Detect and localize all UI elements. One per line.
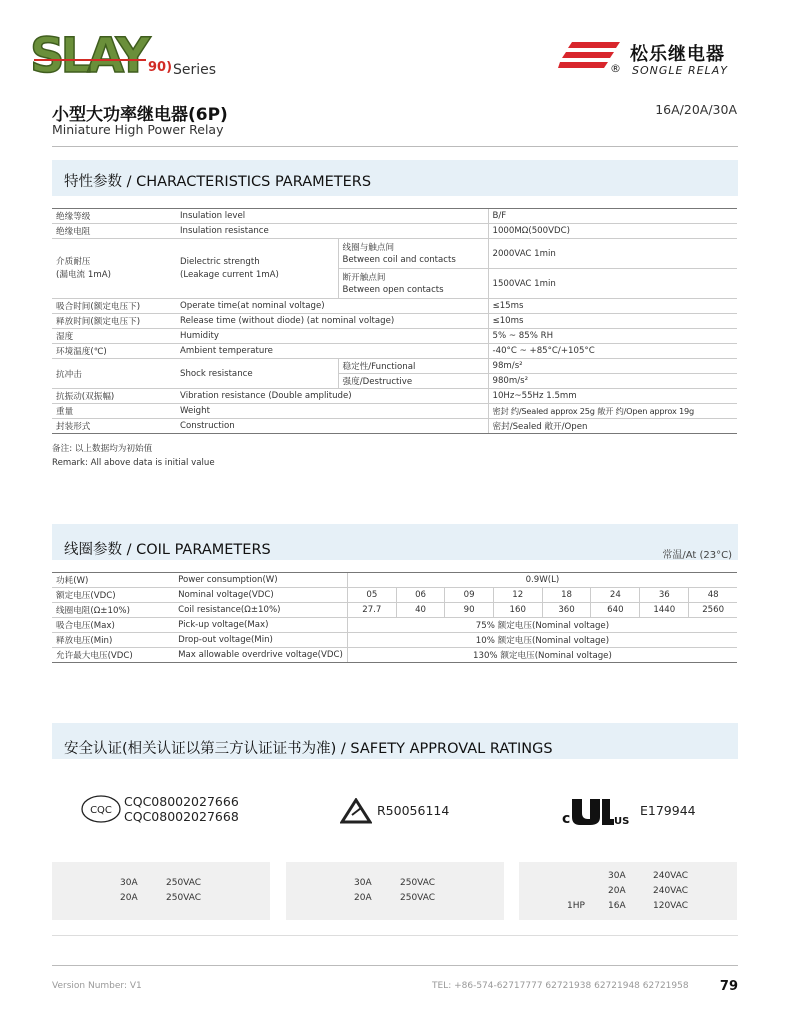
characteristics-table: [52, 208, 737, 434]
tuv-number: R50056114: [377, 803, 450, 818]
page-number: 79: [719, 979, 738, 994]
rating-current: 16A: [608, 901, 626, 911]
row-label-cn: 绝缘等级: [52, 209, 176, 224]
row-value: 5% ~ 85% RH: [488, 329, 737, 344]
table-row: [52, 404, 737, 419]
maker-name-en: SONGLE RELAY: [632, 64, 728, 77]
rating-current: 30A: [608, 871, 626, 881]
row-label-en: Pick-up voltage(Max): [174, 618, 347, 633]
safety-section-header: [52, 723, 738, 759]
version-number: Version Number: V1: [52, 981, 142, 991]
dielectric-sub2-en: Between open contacts: [342, 284, 444, 295]
product-title-cn: 小型大功率继电器(6P): [52, 105, 228, 125]
nominal-voltage-cell: 36: [640, 588, 689, 603]
ul-number: E179944: [640, 803, 696, 818]
remark-en: Remark: All above data is initial value: [52, 458, 215, 468]
row-value: -40°C ~ +85°C/+105°C: [488, 344, 737, 359]
dielectric-cn-line1: 介质耐压: [56, 256, 91, 267]
shock-sub1-value: 98m/s²: [488, 359, 737, 374]
table-row: [52, 344, 737, 359]
dielectric-label-en: [176, 239, 338, 299]
product-title-en: Miniature High Power Relay: [52, 122, 224, 137]
maker-name-cn: 松乐继电器: [630, 44, 725, 65]
row-label-en: Max allowable overdrive voltage(VDC): [174, 648, 347, 663]
row-label-en: Vibration resistance (Double amplitude): [176, 389, 488, 404]
rating-horsepower: 1HP: [567, 901, 585, 911]
tuv-ratings-box: [286, 862, 504, 920]
shock-label-en: Shock resistance: [176, 359, 338, 389]
row-value: ≤10ms: [488, 314, 737, 329]
nominal-voltage-cell: 12: [493, 588, 542, 603]
cqc-ratings-box: [52, 862, 270, 920]
rating-voltage: 250VAC: [166, 893, 202, 903]
coil-resistance-cell: 640: [591, 603, 640, 618]
overdrive-value: 130% 额定电压(Nominal voltage): [347, 648, 737, 663]
row-label-en: Power consumption(W): [174, 573, 347, 588]
row-value: 1000MΩ(500VDC): [488, 224, 737, 239]
row-value: B/F: [488, 209, 737, 224]
registered-mark: ®: [610, 62, 621, 75]
dielectric-en-line1: Dielectric strength: [180, 256, 260, 267]
row-label-en: Ambient temperature: [176, 344, 488, 359]
pickup-value: 75% 额定电压(Nominal voltage): [347, 618, 737, 633]
shock-sub2-label: 强度/Destructive: [338, 374, 488, 389]
rating-voltage: 240VAC: [653, 886, 689, 896]
row-label-cn: 释放时间(额定电压下): [52, 314, 176, 329]
slay-logo-text: SLAY: [30, 28, 147, 80]
row-label-cn: 抗振动(双振幅): [52, 389, 176, 404]
row-label-cn: 功耗(W): [52, 573, 174, 588]
rating-current: 30A: [354, 878, 372, 888]
dropout-value: 10% 额定电压(Nominal voltage): [347, 633, 737, 648]
dielectric-sub1-value: 2000VAC 1min: [488, 239, 737, 269]
row-label-cn: 线圈电阻(Ω±10%): [52, 603, 174, 618]
table-row: [52, 603, 737, 618]
coil-resistance-cell: 27.7: [347, 603, 396, 618]
row-label-en: Coil resistance(Ω±10%): [174, 603, 347, 618]
row-label-cn: 吸合时间(额定电压下): [52, 299, 176, 314]
table-row: [52, 618, 737, 633]
table-row: [52, 329, 737, 344]
dielectric-sub1-en: Between coil and contacts: [342, 254, 456, 265]
coil-resistance-cell: 40: [396, 603, 445, 618]
row-label-en: Drop-out voltage(Min): [174, 633, 347, 648]
row-label-en: Humidity: [176, 329, 488, 344]
table-row: [52, 573, 737, 588]
nominal-voltage-cell: 18: [542, 588, 591, 603]
coil-resistance-cell: 90: [445, 603, 494, 618]
dielectric-label-cn: [52, 239, 176, 299]
row-label-cn: 释放电压(Min): [52, 633, 174, 648]
coil-heading: 线圈参数 / COIL PARAMETERS: [64, 542, 271, 558]
nominal-voltage-cell: 06: [396, 588, 445, 603]
shock-sub2-value: 980m/s²: [488, 374, 737, 389]
rating-current: 20A: [608, 886, 626, 896]
coil-table: [52, 572, 737, 663]
remark: [52, 442, 215, 470]
cqc-logo-text: CQC: [90, 805, 112, 816]
remark-cn: 备注: 以上数据均为初始值: [52, 444, 153, 454]
footer-divider: [52, 965, 738, 966]
table-row: [52, 633, 737, 648]
table-row: [52, 209, 737, 224]
tuv-triangle-icon: [340, 798, 372, 824]
row-label-cn: 湿度: [52, 329, 176, 344]
nominal-voltage-cell: 48: [689, 588, 737, 603]
rating-voltage: 250VAC: [166, 878, 202, 888]
coil-temperature-note: 常温/At (23°C): [662, 550, 732, 561]
cqc-numbers: [124, 794, 239, 824]
row-label-en: Construction: [176, 419, 488, 434]
row-label-cn: 允许最大电压(VDC): [52, 648, 174, 663]
dielectric-en-line2: (Leakage current 1mA): [180, 269, 279, 280]
table-row: [52, 239, 737, 269]
ul-c-mark: c: [562, 811, 571, 827]
title-divider: [52, 146, 738, 147]
row-label-en: Insulation level: [176, 209, 488, 224]
table-row: [52, 224, 737, 239]
nominal-voltage-cell: 09: [445, 588, 494, 603]
row-label-en: Nominal voltage(VDC): [174, 588, 347, 603]
row-value: 密封 约/Sealed approx 25g 敞开 约/Open approx 19g: [488, 404, 737, 419]
row-label-cn: 重量: [52, 404, 176, 419]
table-row: [52, 648, 737, 663]
shock-sub1-label: 稳定性/Functional: [338, 359, 488, 374]
table-row: [52, 588, 737, 603]
cqc-number-2: CQC08002027668: [124, 809, 239, 824]
rating-current: 20A: [120, 893, 138, 903]
rating-voltage: 120VAC: [653, 901, 689, 911]
power-value: 0.9W(L): [347, 573, 737, 588]
row-label-cn: 环境温度(℃): [52, 344, 176, 359]
rating-voltage: 240VAC: [653, 871, 689, 881]
shock-label-cn: 抗冲击: [52, 359, 176, 389]
safety-heading: 安全认证(相关认证以第三方认证证书为准) / SAFETY APPROVAL RATINGS: [64, 741, 553, 757]
dielectric-sub2-label: [338, 269, 488, 299]
telephone: TEL: +86-574-62717777 62721938 62721948 62721958: [432, 981, 689, 991]
safety-divider: [52, 935, 738, 936]
row-label-cn: 吸合电压(Max): [52, 618, 174, 633]
rating-voltage: 250VAC: [400, 878, 436, 888]
series-label: Series: [173, 62, 217, 78]
coil-resistance-cell: 160: [493, 603, 542, 618]
table-row: [52, 359, 737, 374]
row-value: 密封/Sealed 敞开/Open: [488, 419, 737, 434]
current-ratings: 16A/20A/30A: [655, 102, 737, 117]
row-label-en: Operate time(at nominal voltage): [176, 299, 488, 314]
row-label-en: Release time (without diode) (at nominal voltage): [176, 314, 488, 329]
row-value: 10Hz~55Hz 1.5mm: [488, 389, 737, 404]
coil-resistance-cell: 360: [542, 603, 591, 618]
table-row: [52, 314, 737, 329]
table-row: [52, 419, 737, 434]
ul-recognized-icon: [560, 795, 630, 827]
rating-current: 20A: [354, 893, 372, 903]
row-label-cn: 绝缘电阻: [52, 224, 176, 239]
rating-current: 30A: [120, 878, 138, 888]
series-number: 90): [148, 60, 173, 75]
cqc-logo-icon: [80, 794, 122, 824]
row-label-cn: 封装形式: [52, 419, 176, 434]
dielectric-sub1-label: [338, 239, 488, 269]
nominal-voltage-cell: 05: [347, 588, 396, 603]
nominal-voltage-cell: 24: [591, 588, 640, 603]
rating-voltage: 250VAC: [400, 893, 436, 903]
row-value: ≤15ms: [488, 299, 737, 314]
row-label-cn: 额定电压(VDC): [52, 588, 174, 603]
row-label-en: Insulation resistance: [176, 224, 488, 239]
dielectric-sub2-value: 1500VAC 1min: [488, 269, 737, 299]
table-row: [52, 389, 737, 404]
slay-logo-icon: [28, 26, 168, 80]
table-row: [52, 299, 737, 314]
characteristics-section-header: [52, 160, 738, 196]
songle-logo: [558, 40, 738, 80]
brand-logo: [28, 26, 228, 80]
dielectric-sub2-cn: 断开触点间: [342, 272, 386, 283]
coil-resistance-cell: 2560: [689, 603, 737, 618]
cqc-number-1: CQC08002027666: [124, 794, 239, 809]
dielectric-sub1-cn: 线圈与触点间: [342, 242, 395, 253]
ul-us-mark: US: [614, 816, 630, 827]
row-label-en: Weight: [176, 404, 488, 419]
coil-section-header: [52, 524, 738, 560]
ul-ratings-box: [519, 862, 737, 920]
dielectric-cn-line2: (漏电流 1mA): [56, 269, 111, 280]
coil-resistance-cell: 1440: [640, 603, 689, 618]
characteristics-heading: 特性参数 / CHARACTERISTICS PARAMETERS: [64, 174, 372, 190]
